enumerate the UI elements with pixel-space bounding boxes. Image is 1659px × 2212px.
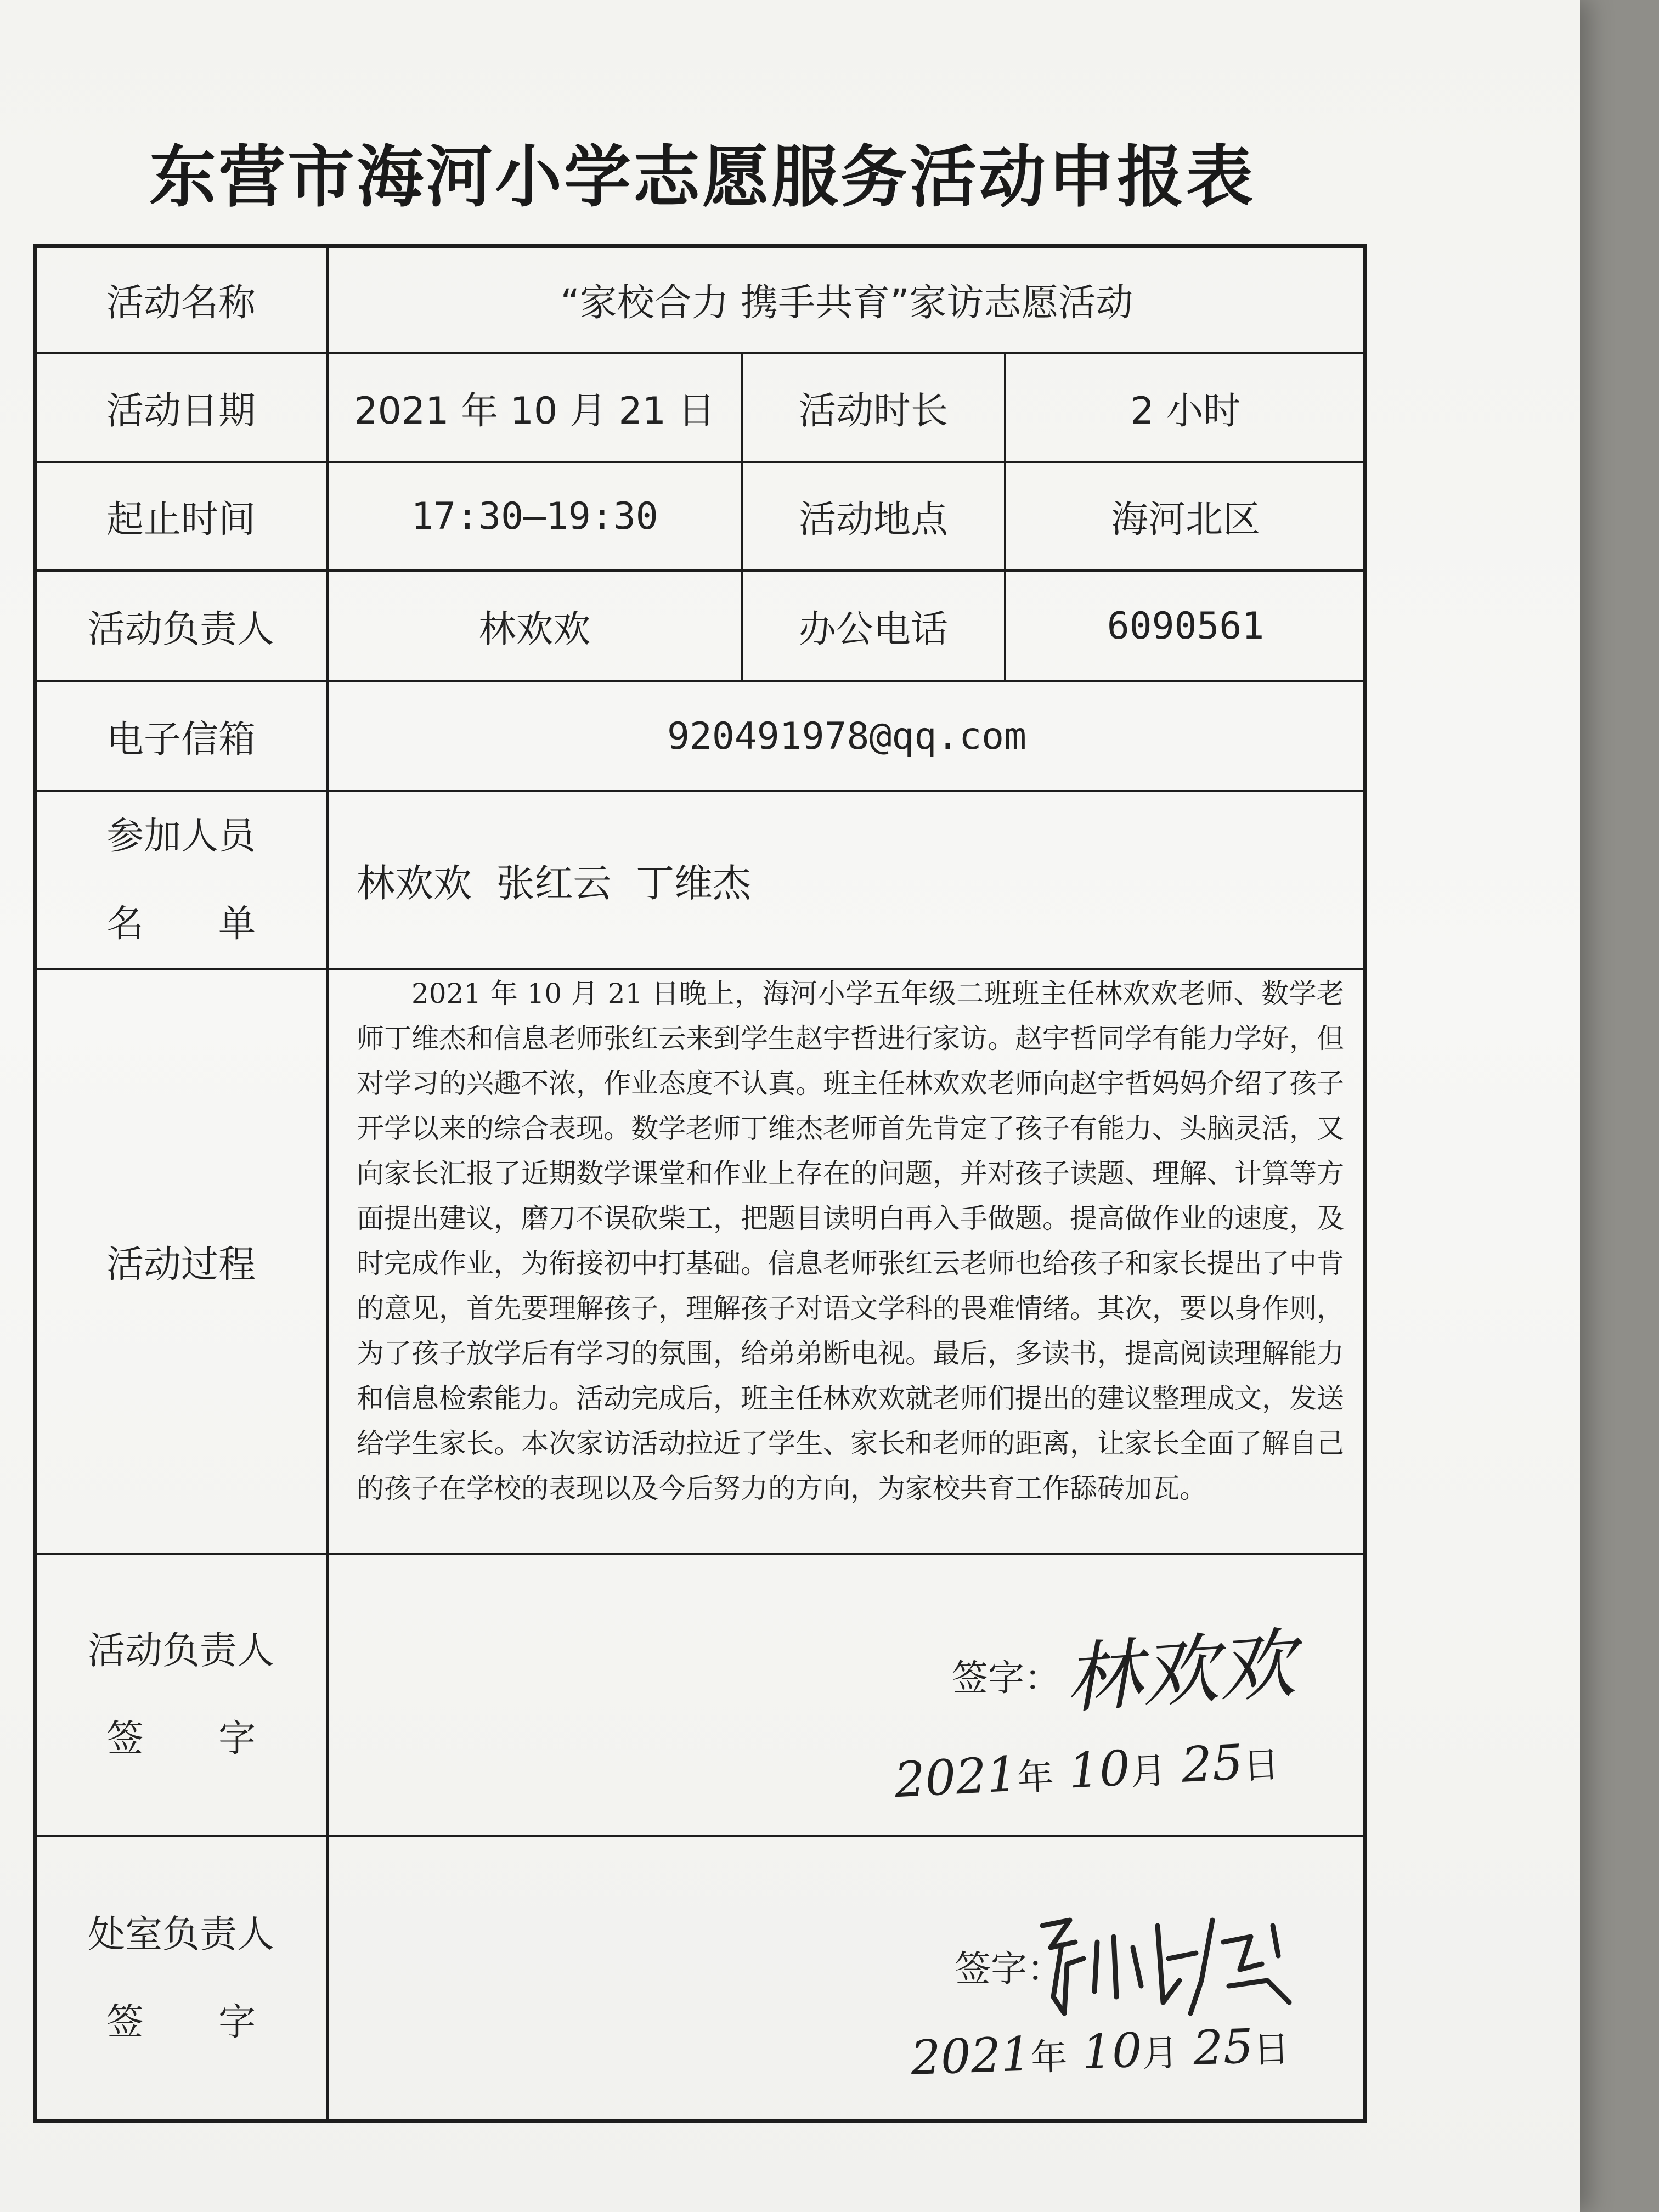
office-signature [1031,1904,1317,2035]
process-text: 2021 年 10 月 21 日晚上，海河小学五年级二班班主任林欢欢老师、数学老师丁维杰和信息老师张红云来到学生赵宇哲进行家访。赵宇哲同学有能力学好，但对学习的兴趣不浓，作业态度不认真。班主任林欢欢老师向赵宇哲妈妈介绍了孩子开学以来的综合表现。数学老师丁维杰老师首先肯定了孩子有能力、头脑灵活，又向家长汇报了近期数学课堂和作业上存在的问题，并对孩子读题、理解、计算等方面提出建议，磨刀不误砍柴工，把题目读明白再入手做题。提高做作业的速度，及时完成作业，为衔接初中打基础。信息老师张红云老师也给孩子和家长提出了中肯的意见，首先要理解孩子，理解孩子对语文学科的畏难情绪。其次，要以身作则，为了孩子放学后有学习的氛围，给弟弟断电视。最后，多读书，提高阅读理解能力和信息检索能力。活动完成后，班主任林欢欢就老师们提出的建议整理成文，发送给学生家长。本次家访活动拉近了学生、家长和老师的距离，让家长全面了解自己的孩子在学校的表现以及今后努力的方向，为家校共育工作舔砖加瓦。 [357,978,1344,1504]
process-label: 活动过程 [106,1243,256,1286]
phone-label: 办公电话 [798,607,948,651]
email-label: 电子信箱 [106,718,256,761]
office-sign-date-day: 25 [1192,2019,1255,2076]
leader-sign-date-day-unit: 日 [1242,1743,1280,1788]
office-sign-label [36,1837,326,2120]
leader-sign-date-month-unit: 月 [1129,1749,1168,1793]
leader-sign-label [36,1555,326,1835]
office-sign-prefix: 签字： [955,1948,1063,1990]
leader-sign-label-line1: 活动负责人 [87,1629,274,1673]
office-sign-date-month-unit: 月 [1141,2032,1180,2075]
leader-value: 林欢欢 [478,607,591,651]
office-sign-date-year: 2021 [910,2027,1032,2086]
leader-sign-date-year: 2021 [893,1745,1019,1809]
email-value: 920491978@qq.com [667,714,1027,758]
leader-signature: 林欢欢 [1062,1619,1299,1725]
leader-sign-date-year-unit: 年 [1016,1755,1055,1799]
phone-value: 6090561 [1107,604,1265,648]
office-sign-label-line2: 签 字 [106,2001,256,2044]
office-sign-date-year-unit: 年 [1030,2035,1068,2079]
leader-sign-label-line2: 签 字 [106,1717,256,1760]
office-sign-label-line1: 处室负责人 [87,1913,274,1956]
office-sign-date-month: 10 [1081,2023,1143,2080]
duration-label: 活动时长 [798,389,948,433]
time-label: 起止时间 [106,498,256,541]
time-value: 17:30—19:30 [411,494,658,538]
activity-name-label: 活动名称 [106,281,256,325]
date-value: 2021 年 10 月 21 日 [354,389,715,433]
office-sign-date-day-unit: 日 [1252,2027,1290,2072]
location-label: 活动地点 [798,498,948,541]
leader-label: 活动负责人 [87,607,274,651]
activity-name-value: “家校合力 携手共育”家访志愿活动 [560,281,1133,325]
leader-sign-date-month: 10 [1067,1739,1132,1799]
participants-label [36,792,326,968]
leader-sign-prefix: 签字： [952,1657,1060,1699]
leader-sign-date-day: 25 [1180,1734,1245,1793]
location-value: 海河北区 [1110,498,1260,541]
participants-value: 林欢欢 张红云 丁维杰 [357,861,752,906]
participants-label-line2: 名 单 [106,902,256,946]
date-label: 活动日期 [106,389,256,433]
participants-label-line1: 参加人员 [106,814,256,858]
form-title: 东营市海河小学志愿服务活动申报表 [149,137,1255,216]
duration-value: 2 小时 [1130,389,1241,433]
